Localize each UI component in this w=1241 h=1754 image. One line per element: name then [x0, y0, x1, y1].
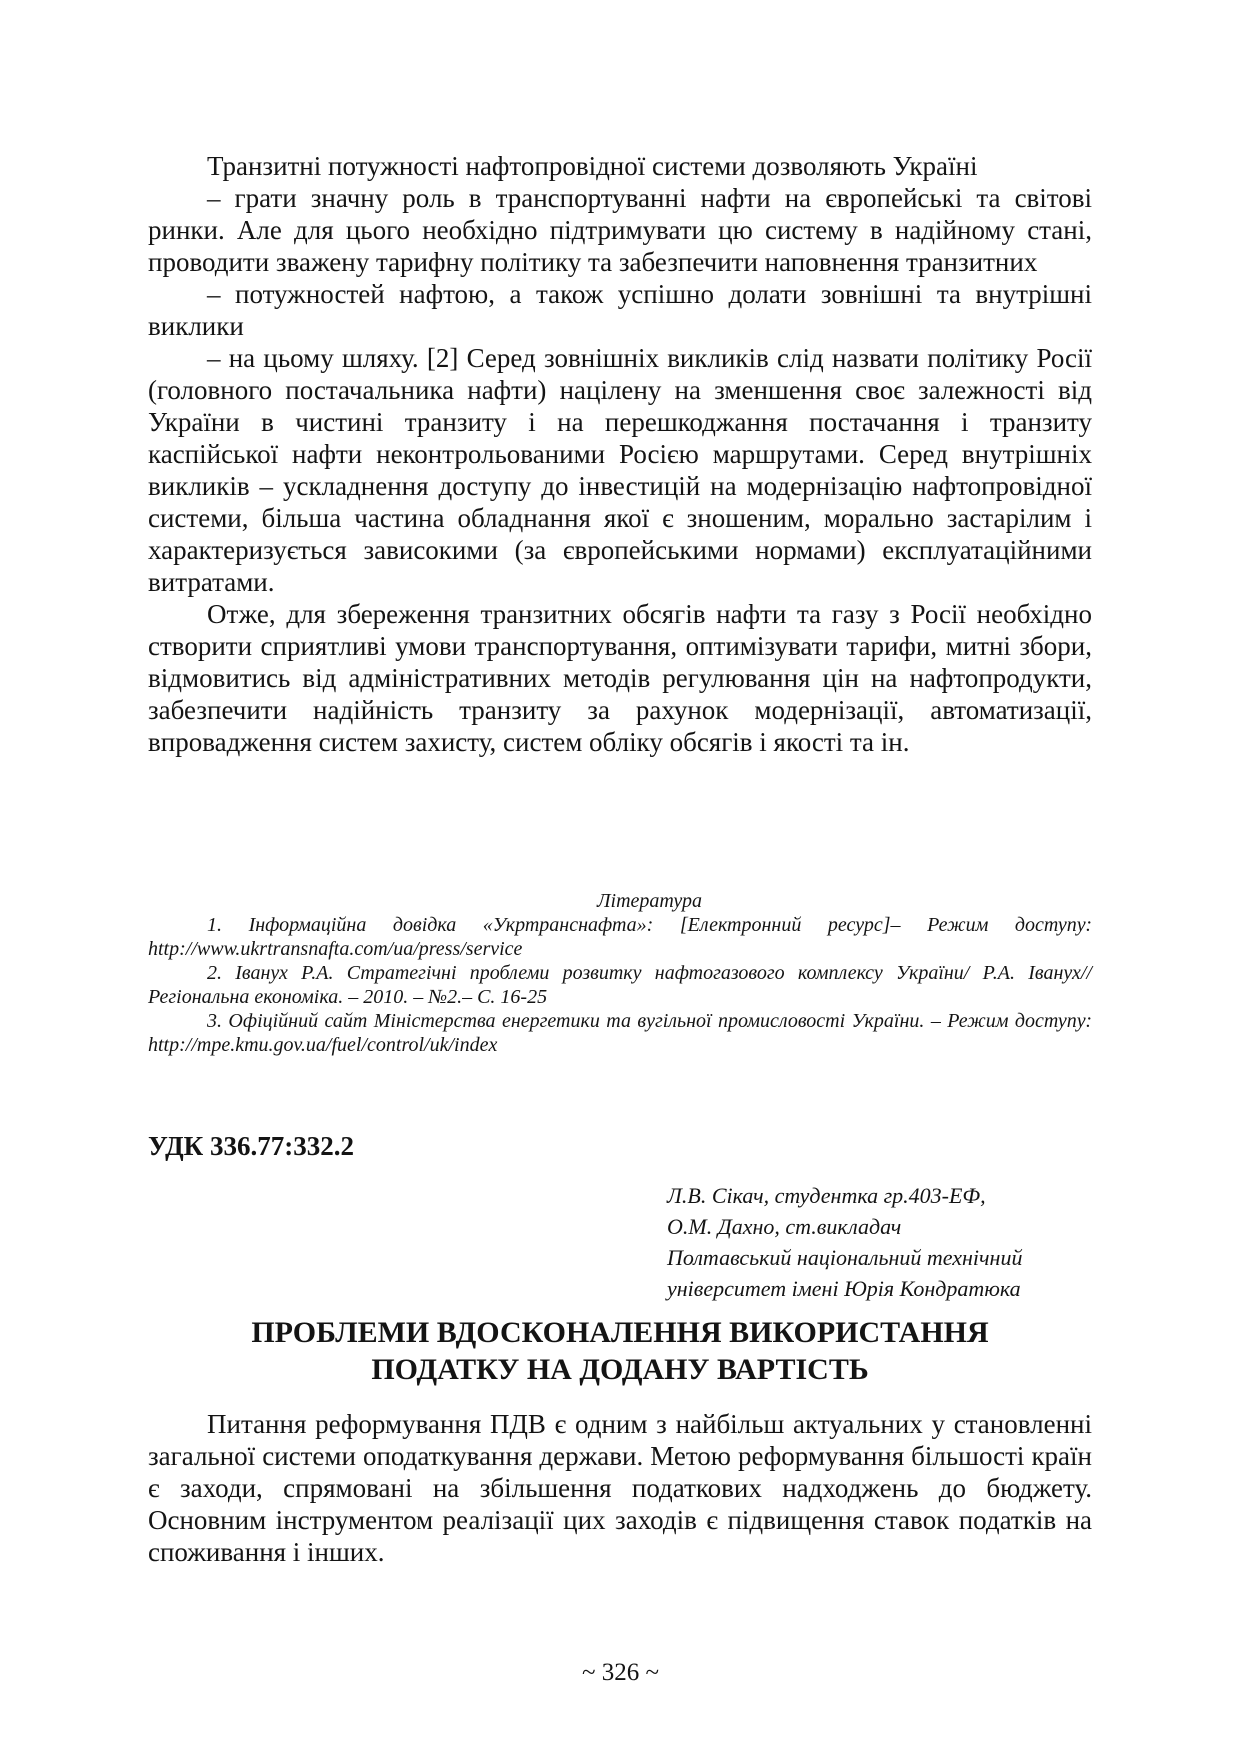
literature-section	[148, 889, 1092, 1057]
paragraph-transit-challenges: – на цьому шляху. [2] Серед зовнішніх викликів слід назвати політику Росії (головного постачальника нафти) націлену на зменшення своє залежності від України в чистині транзиту і на перешкоджання постачання і транзиту каспійської нафти неконтрольованими Росією маршрутами. Серед внутрішніх викликів – ускладнення доступу до інвестицій на модернізацію нафтопровідної системи, більша частина обладнання якої є зношеним, морально застарілим і характеризується зависокими (за європейськими нормами) експлуатаційними витратами.	[148, 343, 1092, 597]
literature-item-2: 2. Іванух Р.А. Стратегічні проблеми розвитку нафтогазового комплексу України/ Р.А. Іванух// Регіональна економіка. – 2010. – №2.– С. 16-25	[148, 962, 1092, 1008]
paragraph-transit-role: – грати значну роль в транспортуванні нафти на європейські та світові ринки. Але для цього необхідно підтримувати цю систему в надійному стані, проводити зважену тарифну політику та забезпечити наповнення транзитних	[148, 183, 1092, 277]
udk-code: УДК 336.77:332.2	[148, 1131, 354, 1161]
author-line-1: Л.В. Сікач, студентка гр.403-ЕФ,	[667, 1183, 986, 1208]
article-title-line-1: ПРОБЛЕМИ ВДОСКОНАЛЕННЯ ВИКОРИСТАННЯ	[251, 1316, 989, 1349]
author-affiliation-1: Полтавський національний технічний	[667, 1245, 1023, 1270]
paragraph-vat-intro: Питання реформування ПДВ є одним з найбільш актуальних у становленні загальної системи оподаткування держави. Метою реформування більшості країн є заходи, спрямовані на збільшення податкових надходжень до бюджету. Основним інструментом реалізації цих заходів є підвищення ставок податків на споживання і інших.	[148, 1409, 1092, 1567]
author-line-2: О.М. Дахно, ст.викладач	[667, 1214, 902, 1239]
literature-heading: Література	[597, 890, 702, 912]
paragraph-conclusion: Отже, для збереження транзитних обсягів нафти та газу з Росії необхідно створити сприятливі умови транспортування, оптимізувати тарифи, митні збори, відмовитись від адміністративних методів регулювання цін на нафтопродукти, забезпечити надійність транзиту за рахунок модернізації, автоматизації, впровадження систем захисту, систем обліку обсягів і якості та ін.	[148, 599, 1092, 757]
section-body-bottom	[148, 1408, 1092, 1568]
author-affiliation-2: університет імені Юрія Кондратюка	[667, 1276, 1021, 1301]
page-number: ~ 326 ~	[581, 1659, 660, 1686]
section-body-top	[148, 150, 1092, 758]
paragraph-transit-capacity: – потужностей нафтою, а також успішно долати зовнішні та внутрішні виклики	[148, 279, 1092, 341]
paragraph-transit-intro: Транзитні потужності нафтопровідної системи дозволяють Україні	[207, 151, 978, 181]
authors-block	[667, 1180, 1087, 1304]
literature-item-1: 1. Інформаційна довідка «Укртранснафта»: [Електронний ресурс]– Режим доступу: http://www.ukrtransnafta.com/ua/press/service	[148, 914, 1092, 960]
article-title-line-2: ПОДАТКУ НА ДОДАНУ ВАРТІСТЬ	[371, 1353, 869, 1386]
literature-item-3: 3. Офіційний сайт Міністерства енергетики та вугільної промисловості України. – Режим доступу: http://mpe.kmu.gov.ua/fuel/control/uk/index	[148, 1010, 1092, 1056]
article-title	[148, 1314, 1092, 1388]
